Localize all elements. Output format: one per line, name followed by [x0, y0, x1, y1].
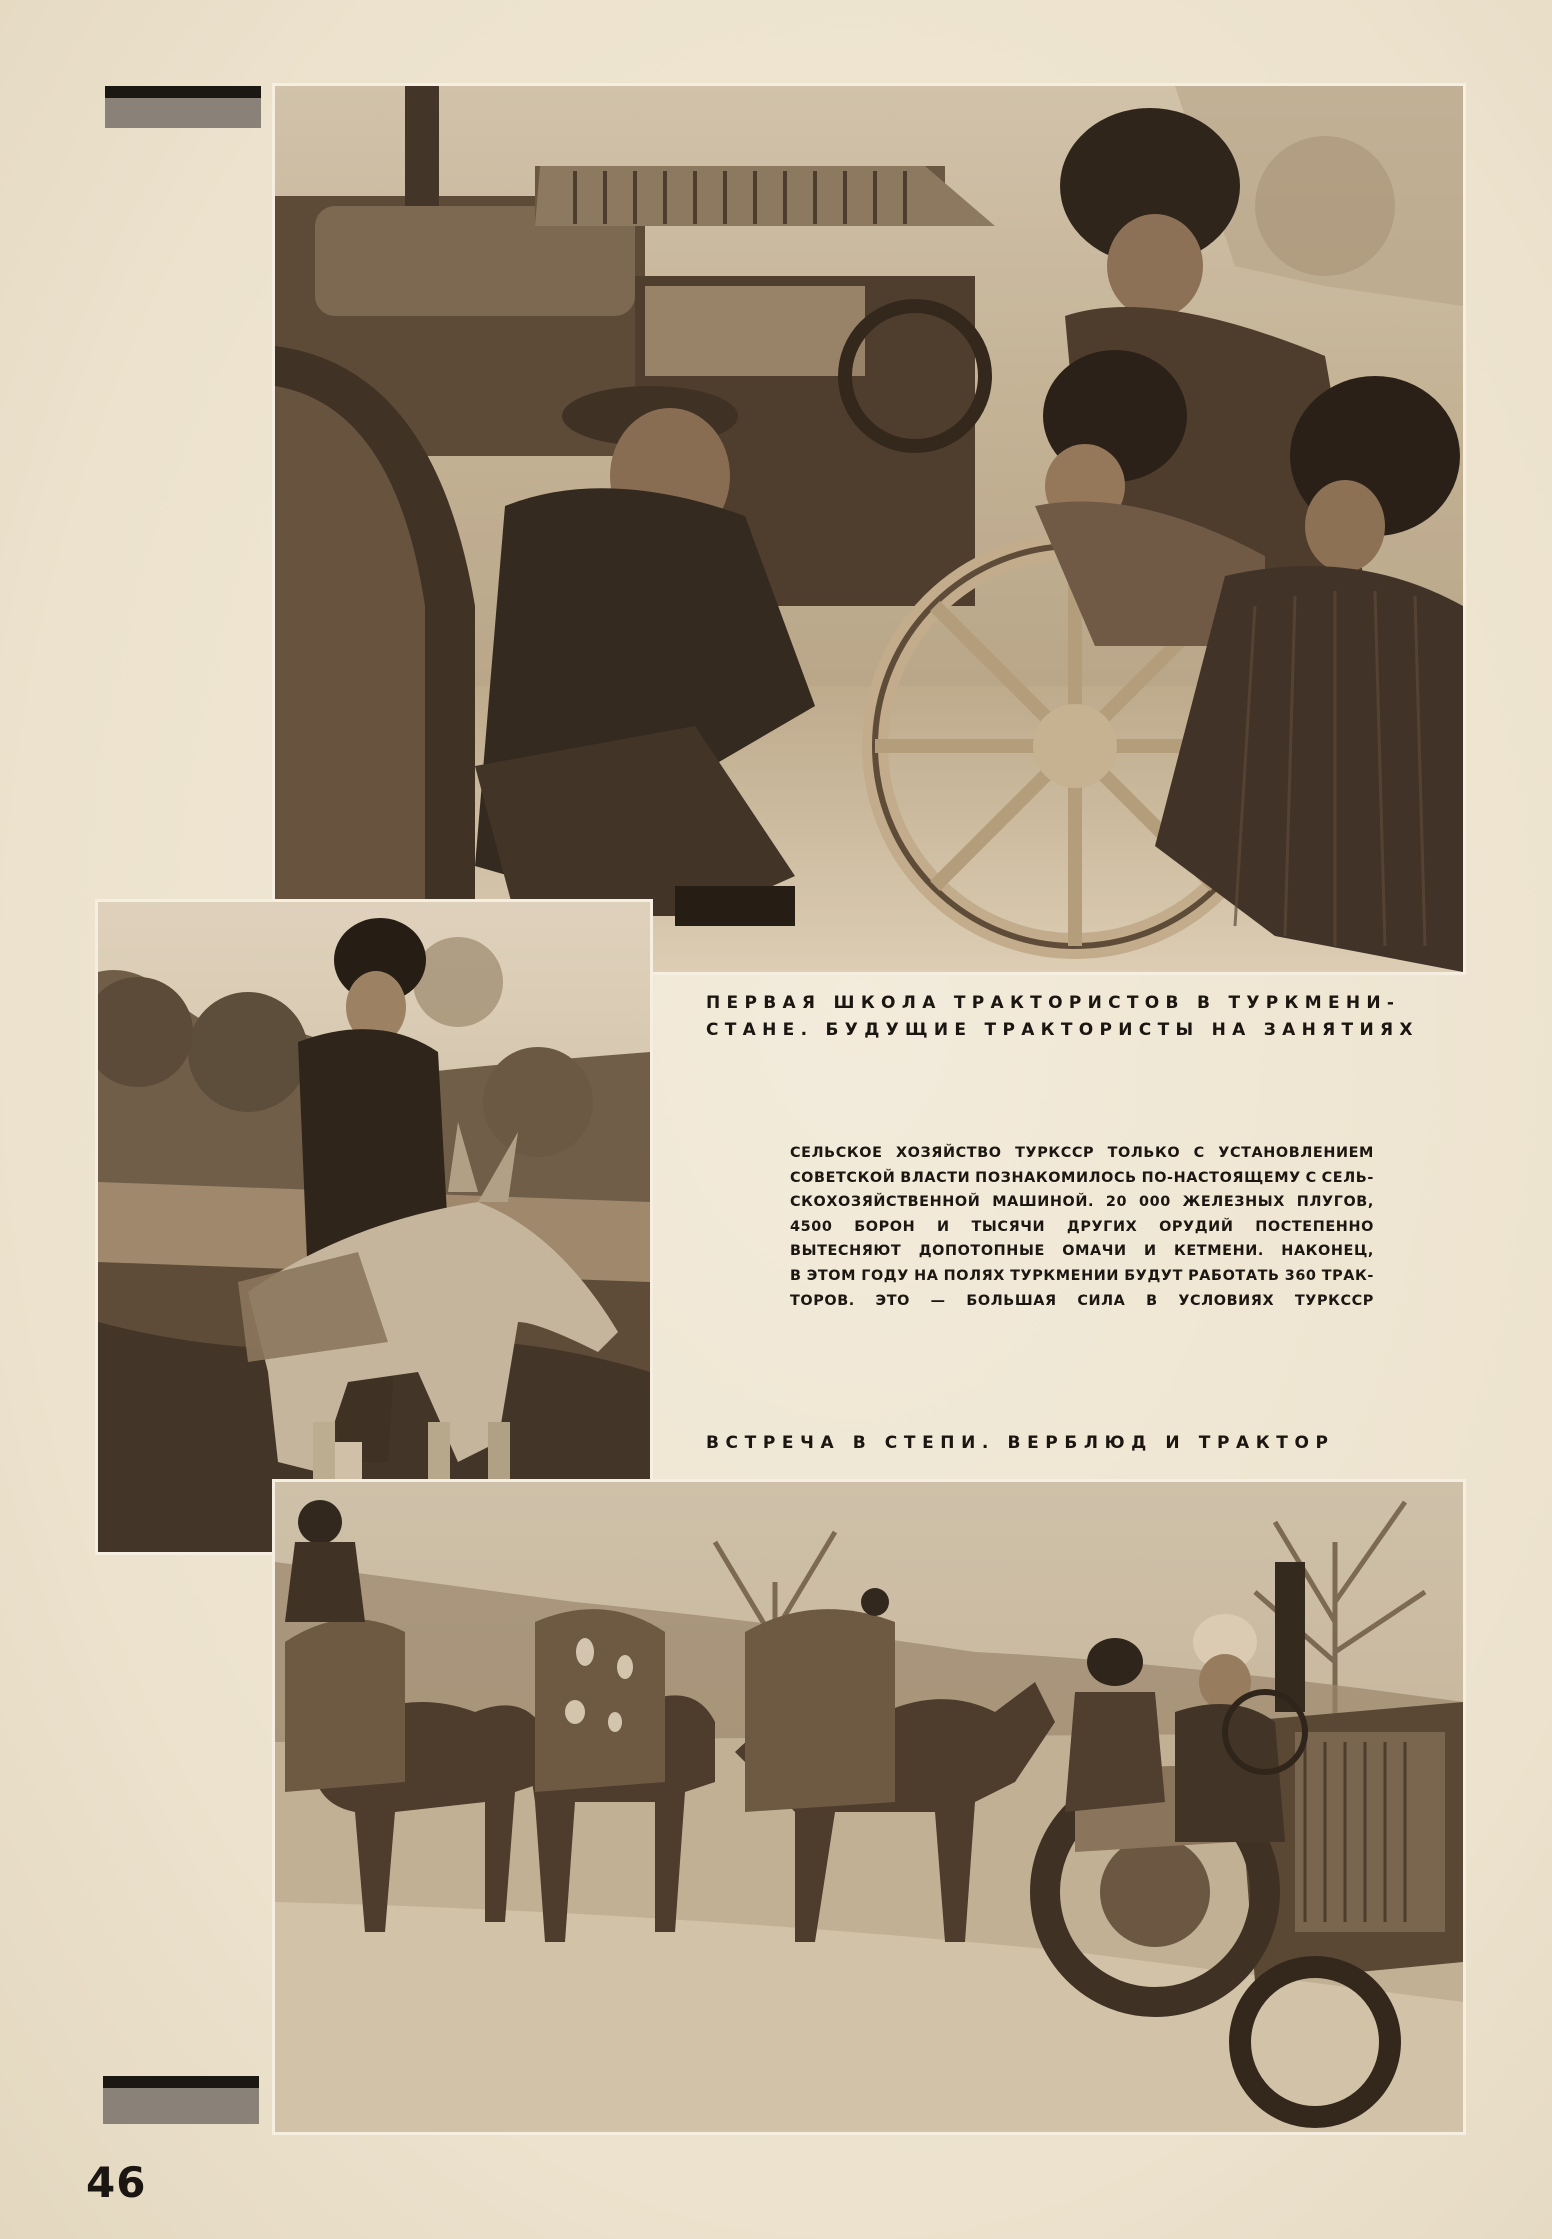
body-text-line: СКОХОЗЯЙСТВЕННОЙ МАШИНОЙ. 20 000 ЖЕЛЕЗНЫХ ПЛУГОВ,	[790, 1194, 1374, 1211]
photo-tractor-school	[275, 86, 1463, 972]
photo-camels-and-tractor	[275, 1482, 1463, 2132]
body-text-line: ТОРОВ. ЭТО — БОЛЬШАЯ СИЛА В УСЛОВИЯХ ТУРКССР	[790, 1292, 1374, 1309]
decorative-bar-top	[105, 86, 261, 128]
page-number: 46	[86, 2158, 147, 2207]
caption-tractor-school	[706, 990, 1419, 1044]
body-text-line: 4500 БОРОН И ТЫСЯЧИ ДРУГИХ ОРУДИЙ ПОСТЕПЕННО	[790, 1218, 1374, 1235]
body-text-line: СЕЛЬСКОЕ ХОЗЯЙСТВО ТУРКССР ТОЛЬКО С УСТАНОВЛЕНИЕМ	[790, 1145, 1374, 1161]
article-body-text	[790, 1141, 1374, 1313]
caption-camel-and-tractor: ВСТРЕЧА В СТЕПИ. ВЕРБЛЮД И ТРАКТОР	[706, 1433, 1335, 1453]
caption-tractor-school-line-1: ПЕРВАЯ ШКОЛА ТРАКТОРИСТОВ В ТУРКМЕНИ-	[706, 993, 1401, 1013]
body-text-line: В ЭТОМ ГОДУ НА ПОЛЯХ ТУРКМЕНИИ БУДУТ РАБОТАТЬ 360 ТРАК-	[790, 1267, 1374, 1284]
body-text-line: ВЫТЕСНЯЮТ ДОПОТОПНЫЕ ОМАЧИ И КЕТМЕНИ. НАКОНЕЦ,	[790, 1243, 1374, 1260]
decorative-bar-bottom	[103, 2076, 259, 2124]
photo-rider-on-donkey	[98, 902, 650, 1552]
caption-tractor-school-line-2: СТАНЕ. БУДУЩИЕ ТРАКТОРИСТЫ НА ЗАНЯТИЯХ	[706, 1020, 1419, 1040]
body-text-line: СОВЕТСКОЙ ВЛАСТИ ПОЗНАКОМИЛОСЬ ПО-НАСТОЯЩЕМУ С СЕЛЬ-	[790, 1169, 1374, 1186]
